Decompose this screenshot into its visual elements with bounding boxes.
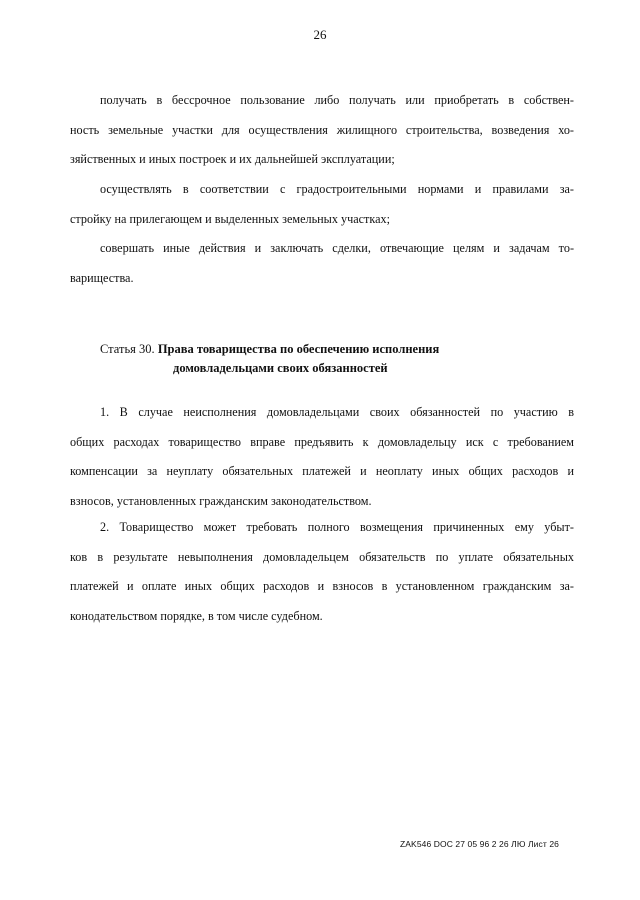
page-number: 26 [313,27,327,42]
article-heading [100,340,439,378]
text-line: 2. Товарищество может требовать полного возмещения причиненных ему убыт- [100,520,574,534]
document-footer: ZAK546 DOC 27 05 96 2 26 ЛЮ Лист 26 [400,839,559,849]
paragraph-clause-1 [70,398,574,516]
text-line: ков в результате невыполнения домовладельцем обязательств по уплате обязательных [70,549,574,564]
text-line: получать в бессрочное пользование либо получать или приобретать в собствен- [100,93,574,107]
text-line: компенсации за неуплату обязательных платежей и неоплату иных общих расходов и [70,464,574,478]
text-line: варищества. [70,270,134,285]
text-line: конодательством порядке, в том числе судебном. [70,608,323,623]
text-line: 1. В случае неисполнения домовладельцами своих обязанностей по участию в [100,405,574,419]
paragraph-transactions [70,234,574,293]
text-line: общих расходах товарищество вправе предъявить к домовладельцу иск с требованием [70,434,574,449]
text-line: стройку на прилегающем и выделенных земельных участках; [70,211,390,226]
paragraph-clause-2 [70,513,574,631]
text-line: зяйственных и иных построек и их дальнейшей эксплуатации; [70,152,395,166]
text-line: ность земельные участки для осуществления жилищного строительства, возведения хо- [70,122,574,137]
article-title-line2: домовладельцами своих обязанностей [173,361,388,375]
article-number: Статья 30. [100,342,155,356]
paragraph-construction [70,175,574,234]
text-line: осуществлять в соответствии с градостроительными нормами и правилами за- [100,182,574,196]
article-title-line1: Права товарищества по обеспечению исполнения [157,342,440,356]
text-line: платежей и оплате иных общих расходов и взносов в установленном гражданским за- [70,579,574,593]
text-line: взносов, установленных гражданским законодательством. [70,493,372,508]
text-line: совершать иные действия и заключать сделки, отвечающие целям и задачам то- [100,241,574,255]
paragraph-land-rights [70,86,574,175]
